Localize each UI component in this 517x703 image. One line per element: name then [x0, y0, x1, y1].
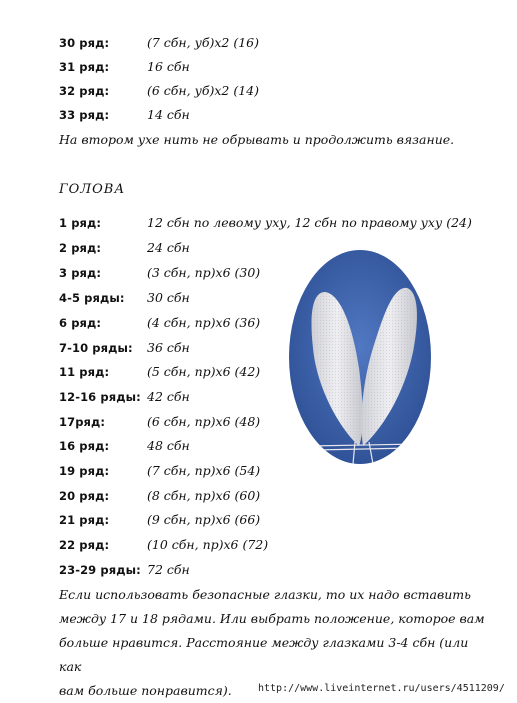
eyes-note-line: между 17 и 18 рядами. Или выбрать положение, которое вам	[59, 611, 485, 626]
row-label: 16 ряд:	[59, 439, 110, 453]
row-instruction: (9 сбн, пр)х6 (66)	[147, 512, 261, 527]
row-instruction: (3 сбн, пр)х6 (30)	[147, 265, 261, 280]
row-label: 33 ряд:	[59, 108, 110, 122]
row-label: 17ряд:	[59, 415, 106, 429]
row-label: 12-16 ряды:	[59, 390, 141, 404]
bunny-ears-photo	[289, 250, 431, 464]
row-instruction: 16 сбн	[147, 59, 190, 74]
eyes-note-line: Если использовать безопасные глазки, то их надо вставить	[59, 587, 471, 602]
row-instruction: (4 сбн, пр)х6 (36)	[147, 315, 261, 330]
row-instruction: (7 сбн, уб)х2 (16)	[147, 35, 260, 50]
row-label: 20 ряд:	[59, 489, 110, 503]
row-label: 31 ряд:	[59, 60, 110, 74]
row-instruction: (7 сбн, пр)х6 (54)	[147, 463, 261, 478]
eyes-note-line: больше нравится. Расстояние между глазками 3-4 сбн (или как	[59, 635, 469, 674]
ear-note: На втором ухе нить не обрывать и продолжить вязание.	[59, 132, 455, 147]
row-instruction: 48 сбн	[147, 438, 190, 453]
row-instruction: 12 сбн по левому уху, 12 сбн по правому уху (24)	[147, 215, 472, 230]
source-url-watermark: http://www.liveinternet.ru/users/4511209/	[258, 683, 505, 694]
row-label: 11 ряд:	[59, 365, 110, 379]
row-instruction: (6 сбн, уб)х2 (14)	[147, 83, 260, 98]
row-instruction: (5 сбн, пр)х6 (42)	[147, 364, 261, 379]
row-label: 6 ряд:	[59, 316, 102, 330]
row-instruction: 42 сбн	[147, 389, 190, 404]
row-label: 3 ряд:	[59, 266, 102, 280]
row-label: 4-5 ряды:	[59, 291, 125, 305]
row-label: 22 ряд:	[59, 538, 110, 552]
row-instruction: (10 сбн, пр)х6 (72)	[147, 537, 269, 552]
row-instruction: 36 сбн	[147, 340, 190, 355]
eyes-note-line: вам больше понравится).	[59, 683, 232, 698]
row-label: 30 ряд:	[59, 36, 110, 50]
row-instruction: 24 сбн	[147, 240, 190, 255]
row-label: 2 ряд:	[59, 241, 102, 255]
row-label: 21 ряд:	[59, 513, 110, 527]
row-label: 1 ряд:	[59, 216, 102, 230]
row-instruction: (8 сбн, пр)х6 (60)	[147, 488, 261, 503]
row-label: 7-10 ряды:	[59, 341, 133, 355]
row-label: 19 ряд:	[59, 464, 110, 478]
row-instruction: 14 сбн	[147, 107, 190, 122]
section-heading: ГОЛОВА	[59, 182, 126, 197]
row-label: 23-29 ряды:	[59, 563, 141, 577]
row-instruction: 30 сбн	[147, 290, 190, 305]
row-instruction: 72 сбн	[147, 562, 190, 577]
row-label: 32 ряд:	[59, 84, 110, 98]
row-instruction: (6 сбн, пр)х6 (48)	[147, 414, 261, 429]
